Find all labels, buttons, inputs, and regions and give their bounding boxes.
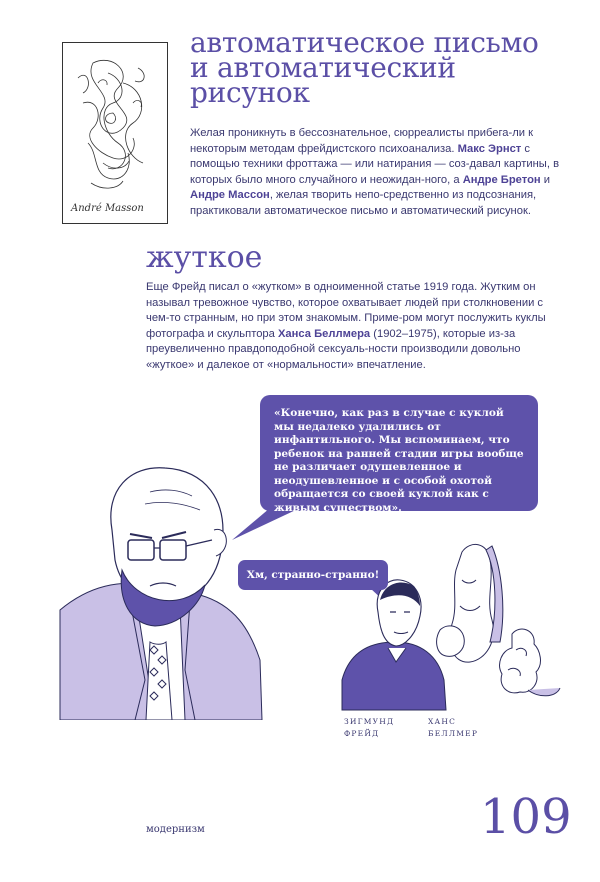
text-run: и	[540, 173, 551, 186]
caption-freud: ЗИГМУНД ФРЕЙД	[344, 717, 395, 738]
signature-text: André Masson	[71, 203, 144, 214]
paragraph-uncanny	[146, 280, 562, 373]
bellmer-speech-bubble	[238, 560, 388, 590]
text-run: с помощью техники фроттажа — или натирания — соз-давал картины, в которых было много случайного и неожидан-ного, а	[190, 142, 560, 186]
text-run: Еще Фрейд писал о «жутком» в одноименной статье 1919 года. Жутким он называл тревожное чувство, которое охватывает людей при столкновении с чем-то странным, но при этом знакомым. Приме-ром могут послужить куклы фотографа и скульптора	[146, 281, 546, 340]
title-line-1: автоматическое письмо	[190, 26, 539, 59]
page-number: 109	[480, 789, 572, 845]
automatic-drawing-sketch	[63, 43, 167, 223]
paragraph-automatic-writing	[190, 126, 562, 219]
automatic-drawing-thumbnail	[62, 42, 168, 224]
text-run: , желая творить непо-средственно из подсознания, практиковали автоматическое письмо и автоматический рисунок.	[190, 189, 537, 217]
text-run: Желая проникнуть в бессознательное, сюрреалисты прибега-ли к некоторым методам фрейдистского психоанализа.	[190, 127, 534, 155]
caption-bellmer: ХАНС БЕЛЛМЕР	[428, 717, 479, 738]
bellmer-figure	[342, 580, 446, 710]
name-hans-bellmer: Ханса Беллмера	[277, 327, 371, 340]
bellmer-dolls	[437, 544, 560, 695]
bellmer-reply-text: Хм, странно-странно!	[246, 569, 380, 581]
page-title	[190, 26, 570, 109]
name-andre-breton: Андре Бретон	[462, 173, 541, 186]
title-line-2: и автоматический	[190, 51, 456, 84]
footer-section-label: модернизм	[146, 824, 205, 835]
freud-quote-text: «Конечно, как раз в случае с куклой мы недалеко удалились от инфантильного. Мы вспоминаем, что ребенок на ранней стадии игры вообще не различает одушевленное и неодушевленное и с особой охотой обращается со своей куклой как с живым существом».	[274, 407, 524, 514]
section-heading-uncanny: жуткое	[146, 240, 263, 275]
freud-speech-bubble	[260, 395, 538, 514]
title-line-3: рисунок	[190, 76, 310, 109]
text-run: (1902–1975), которые из-за преувеличенно правдоподобной сексуаль-ности производили довольно «жуткое» и далекое от «нормальности» впечатление.	[146, 327, 521, 371]
name-andre-masson: Андре Массон	[190, 189, 270, 201]
name-max-ernst: Макс Эрнст	[457, 142, 522, 155]
freud-figure	[60, 468, 262, 720]
